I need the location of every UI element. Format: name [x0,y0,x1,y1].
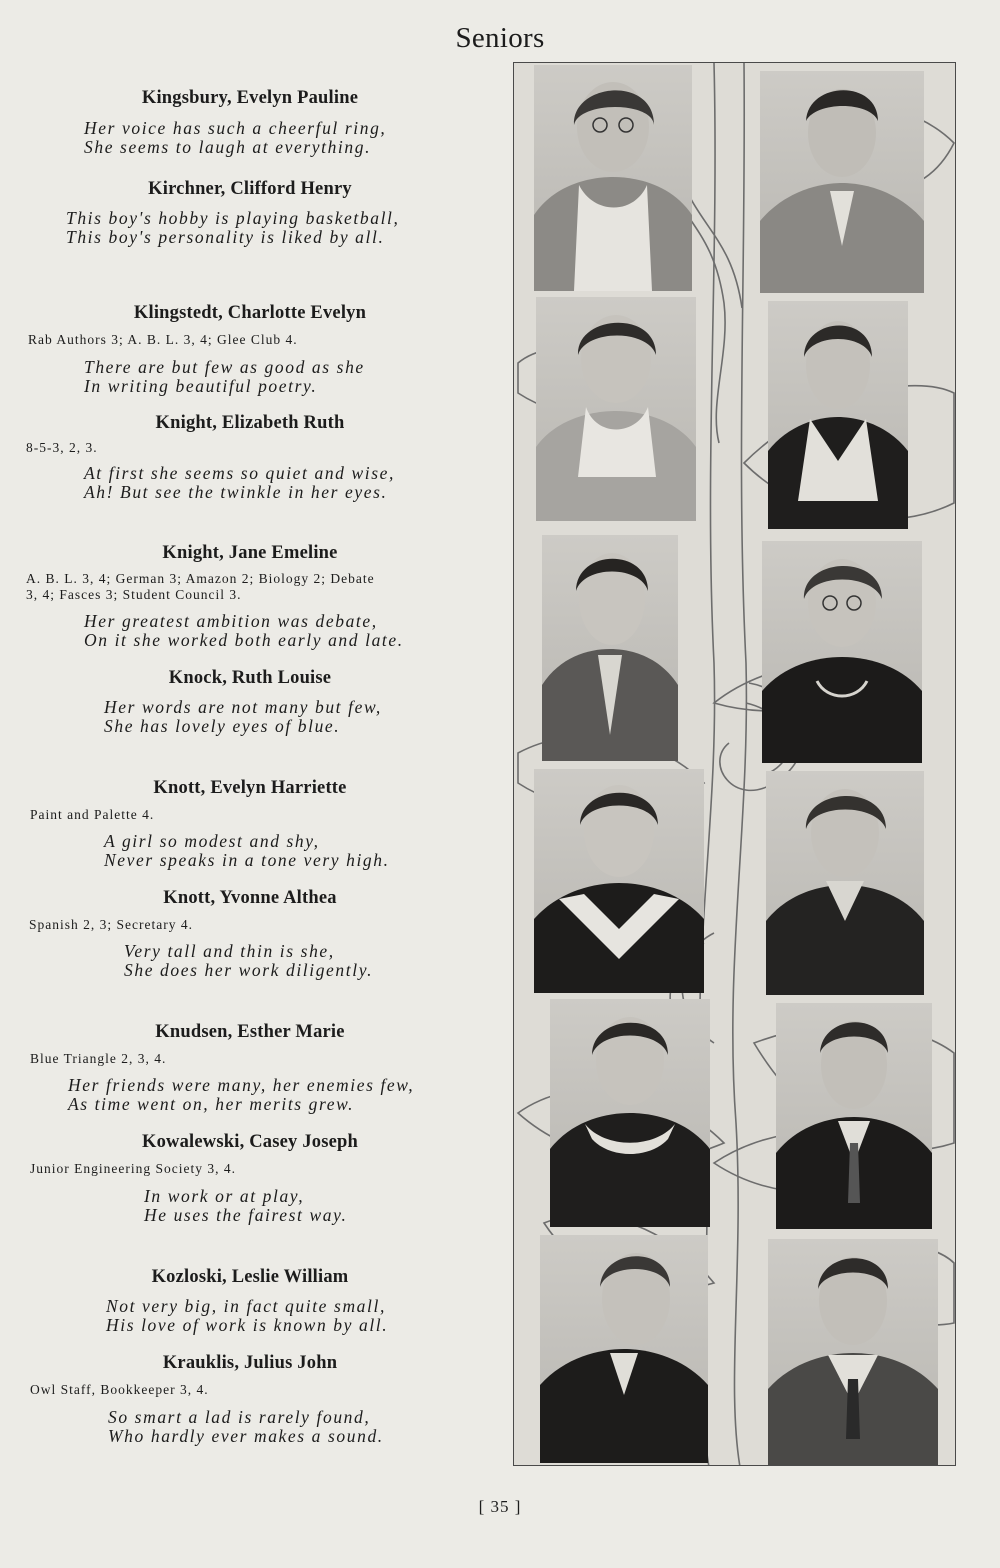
senior-verse [144,1187,348,1225]
senior-verse [124,942,373,980]
page-title: Seniors [455,22,545,54]
senior-verse [108,1408,384,1446]
portrait-photo [776,1003,932,1229]
verse-line: In writing beautiful poetry. [84,376,318,396]
portrait-photo [768,1239,938,1465]
verse-line: This boy's personality is liked by all. [66,227,385,247]
senior-verse [84,119,386,157]
verse-line: There are but few as good as she [84,357,365,377]
portrait-photo [534,65,692,291]
senior-verse [84,612,404,650]
senior-activities: Paint and Palette 4. [30,807,155,822]
senior-verse [68,1076,414,1114]
senior-activities [26,571,375,603]
verse-line: Ah! But see the twinkle in her eyes. [84,482,388,502]
senior-name: Kirchner, Clifford Henry [148,179,352,199]
senior-verse [106,1297,388,1335]
person-portrait-icon [542,535,678,761]
senior-verse [66,209,400,247]
verse-line: His love of work is known by all. [106,1315,389,1335]
portrait-photo [536,297,696,521]
portrait-photo [768,301,908,529]
person-portrait-icon [540,1235,708,1463]
person-portrait-icon [776,1003,932,1229]
senior-activities: Junior Engineering Society 3, 4. [30,1161,236,1176]
senior-name: Kowalewski, Casey Joseph [141,1132,359,1152]
verse-line: Her voice has such a cheerful ring, [84,118,387,138]
senior-verse [104,832,390,870]
verse-line: Very tall and thin is she, [124,941,335,961]
senior-verse [84,464,395,502]
portrait-photo [534,769,704,993]
verse-line: At first she seems so quiet and wise, [84,463,395,483]
senior-activities: Blue Triangle 2, 3, 4. [30,1051,167,1066]
verse-line: As time went on, her merits grew. [68,1094,355,1114]
verse-line: This boy's hobby is playing basketball, [66,208,400,228]
portrait-photo [550,999,710,1227]
person-portrait-icon [766,771,924,995]
senior-name: Kozloski, Leslie William [151,1267,349,1287]
verse-line: Her words are not many but few, [104,697,382,717]
verse-line: Not very big, in fact quite small, [106,1296,386,1316]
verse-line: So smart a lad is rarely found, [108,1407,371,1427]
portrait-panel [513,62,956,1466]
verse-line: She does her work diligently. [124,960,374,980]
person-portrait-icon [550,999,710,1227]
senior-activities: Rab Authors 3; A. B. L. 3, 4; Glee Club 4. [28,332,298,347]
senior-name: Krauklis, Julius John [162,1353,338,1373]
verse-line: She has lovely eyes of blue. [104,716,341,736]
person-portrait-icon [768,1239,938,1465]
activity-line: A. B. L. 3, 4; German 3; Amazon 2; Biology 2; Debate [26,571,375,586]
senior-name: Knudsen, Esther Marie [155,1022,345,1042]
verse-line: Who hardly ever makes a sound. [108,1426,384,1446]
verse-line: A girl so modest and shy, [104,831,320,851]
verse-line: He uses the fairest way. [144,1205,348,1225]
verse-line: In work or at play, [144,1186,305,1206]
verse-line: She seems to laugh at everything. [84,137,372,157]
person-portrait-icon [534,65,692,291]
portrait-photo [760,71,924,293]
senior-activities: 8-5-3, 2, 3. [26,440,98,455]
senior-verse [104,698,382,736]
verse-line: On it she worked both early and late. [84,630,404,650]
senior-name: Knight, Elizabeth Ruth [155,413,345,433]
senior-name: Knott, Yvonne Althea [163,888,337,908]
senior-activities: Spanish 2, 3; Secretary 4. [29,917,193,932]
person-portrait-icon [536,297,696,521]
portrait-photo [762,541,922,763]
person-portrait-icon [768,301,908,529]
senior-name: Knight, Jane Emeline [162,543,338,563]
verse-line: Her greatest ambition was debate, [84,611,378,631]
portrait-photo [540,1235,708,1463]
senior-name: Klingstedt, Charlotte Evelyn [133,303,367,323]
senior-name: Knott, Evelyn Harriette [153,778,347,798]
person-portrait-icon [760,71,924,293]
person-portrait-icon [534,769,704,993]
senior-name: Knock, Ruth Louise [168,668,332,688]
portrait-photo [766,771,924,995]
person-portrait-icon [762,541,922,763]
verse-line: Her friends were many, her enemies few, [68,1075,415,1095]
verse-line: Never speaks in a tone very high. [104,850,390,870]
portrait-photo [542,535,678,761]
senior-activities: Owl Staff, Bookkeeper 3, 4. [30,1382,209,1397]
page-number: [ 35 ] [478,1497,522,1516]
activity-line: 3, 4; Fasces 3; Student Council 3. [26,587,242,602]
senior-verse [84,358,365,396]
senior-name: Kingsbury, Evelyn Pauline [141,88,359,108]
